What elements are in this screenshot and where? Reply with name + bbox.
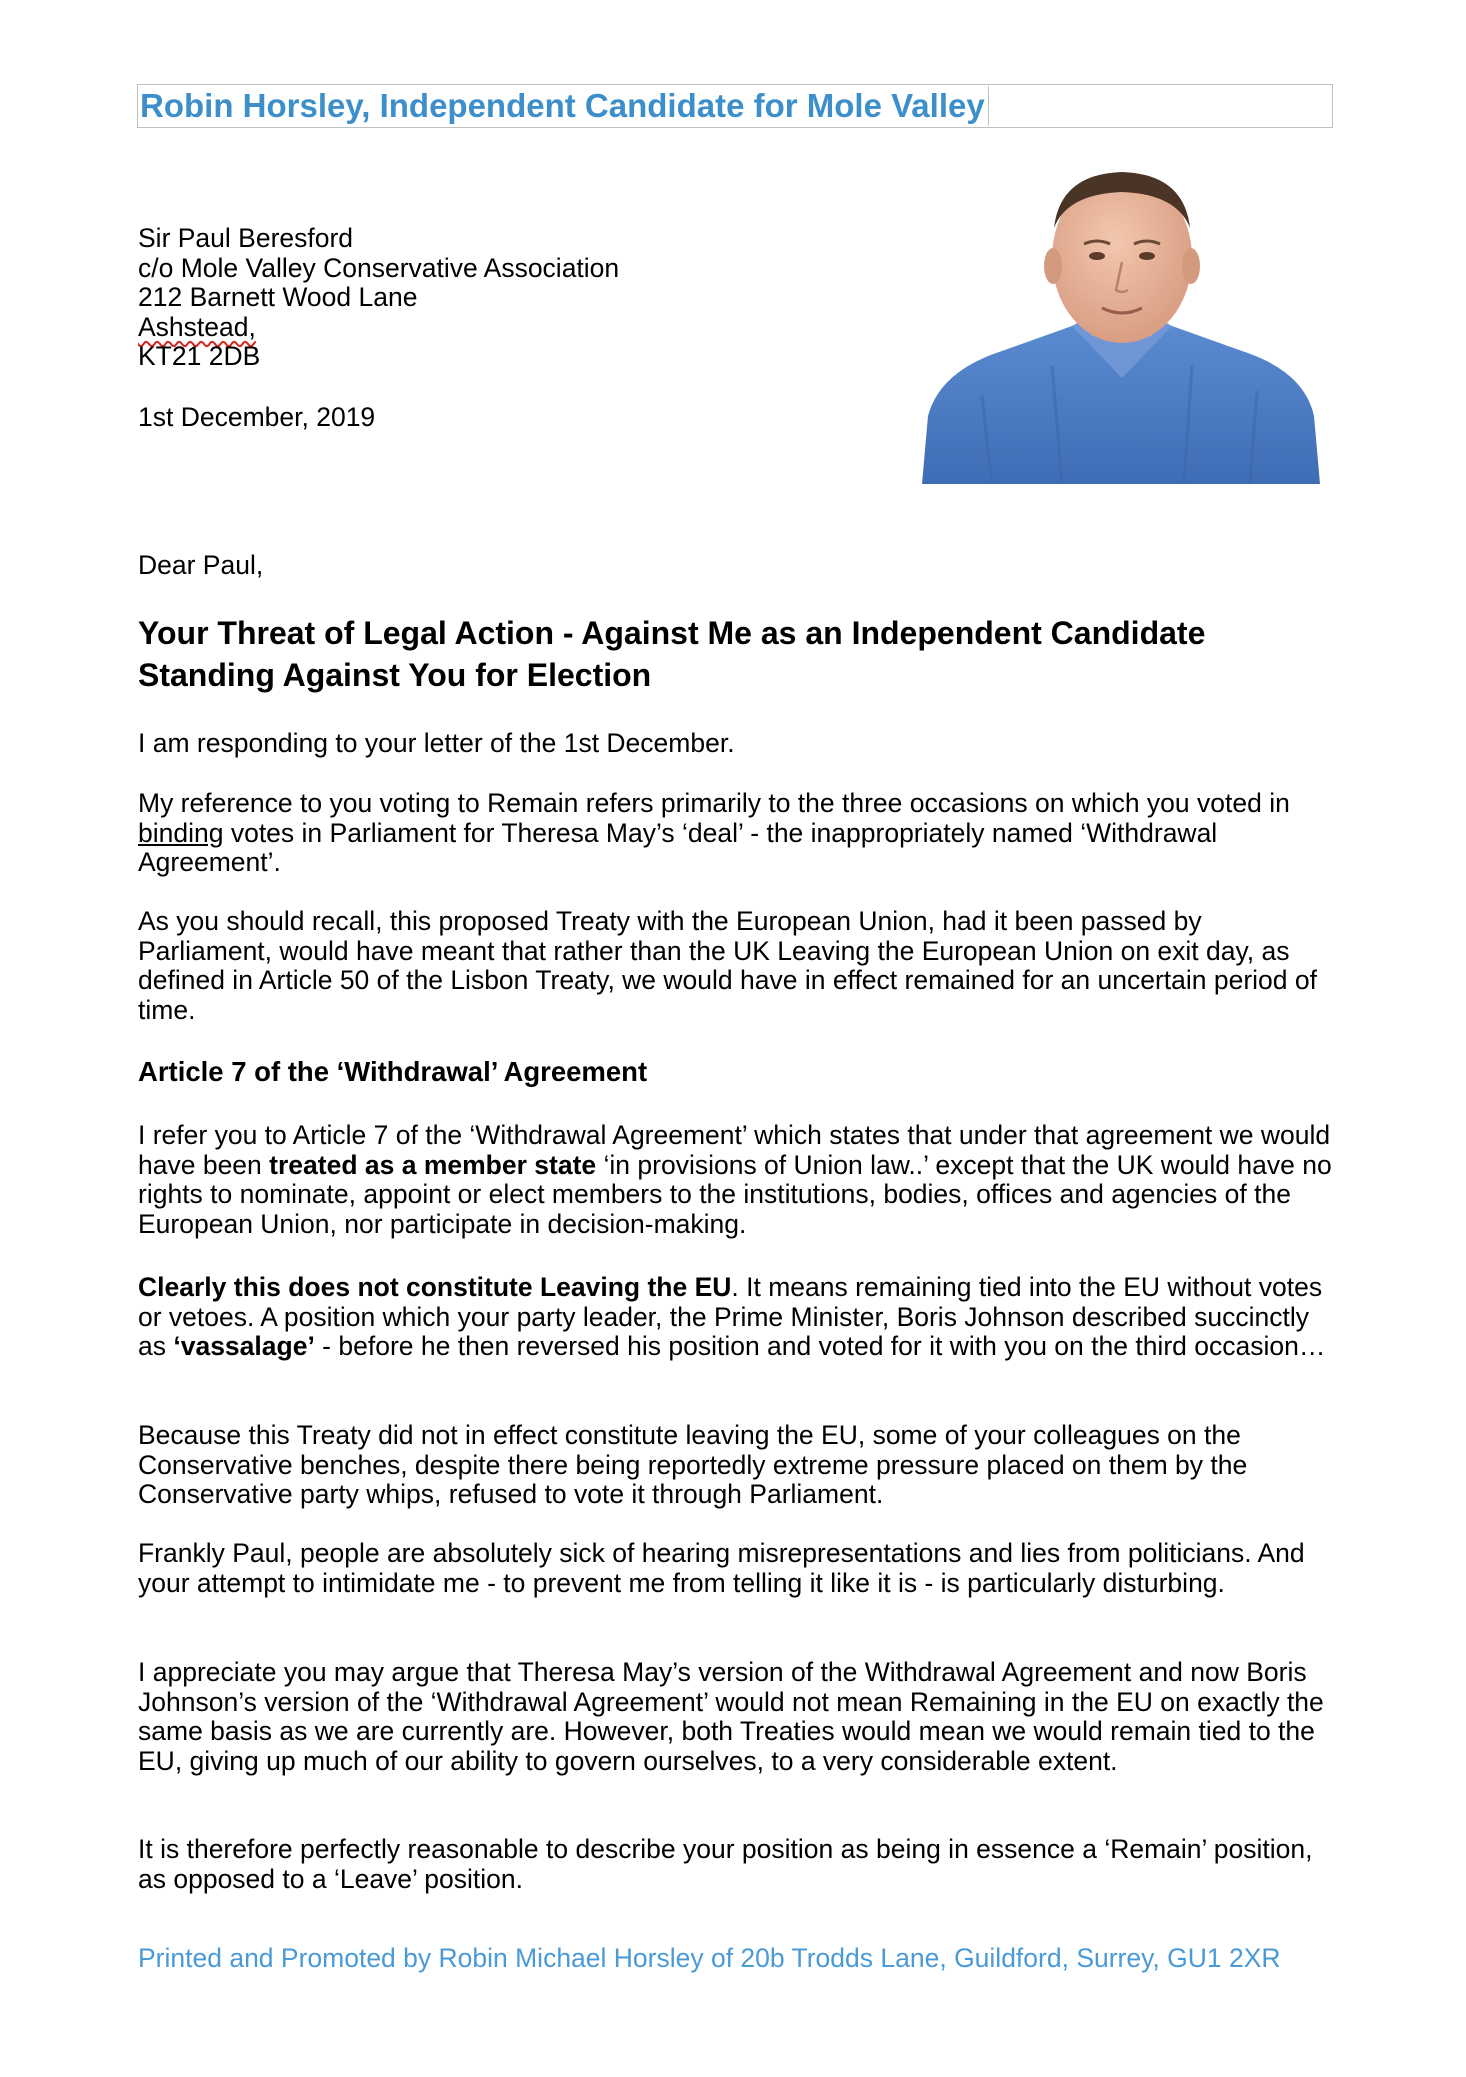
- paragraph-3: As you should recall, this proposed Treaty with the European Union, had it been passed by Parliament, would have meant that rather than the UK Leaving the European Union on exit day, as defined in Article 50 of the Lisbon Treaty, we would have in effect remained for an uncertain period of time.: [138, 906, 1317, 1025]
- member-state-phrase: treated as a member state: [269, 1149, 597, 1180]
- paragraph-2-part-c: votes in Parliament for Theresa May’s ‘deal’ - the inappropriately named ‘Withdrawal Agreement’.: [138, 817, 1218, 877]
- recipient-name: Sir Paul Beresford: [138, 223, 354, 253]
- recipient-org: c/o Mole Valley Conservative Association: [138, 252, 620, 283]
- recipient-town: Ashstead,: [138, 311, 256, 342]
- vassalage-word: ‘vassalage’: [173, 1331, 315, 1361]
- footer-imprint: Printed and Promoted by Robin Michael Horsley of 20b Trodds Lane, Guildford, Surrey, GU1 2XR: [138, 1943, 1281, 1973]
- article-7-heading: Article 7 of the ‘Withdrawal’ Agreement: [138, 1056, 648, 1087]
- recipient-street: 212 Barnett Wood Lane: [138, 282, 418, 312]
- binding-word: binding: [138, 817, 224, 848]
- paragraph-4-part-c: ‘in provisions of Union law..’ except that the UK would have no rights to nominate, appoint or elect members to the institutions, bodies, offices and agencies of the European Union, nor participate in decision-making.: [138, 1149, 1332, 1239]
- recipient-postcode: KT21 2DB: [138, 341, 261, 371]
- paragraph-2-part-a: My reference to you voting to Remain refers primarily to the three occasions on which you voted in: [138, 788, 1290, 818]
- paragraph-2: [138, 789, 1338, 878]
- recipient-address: [138, 224, 619, 372]
- header-title: Robin Horsley, Independent Candidate for Mole Valley: [137, 86, 989, 126]
- paragraph-4: [138, 1121, 1338, 1239]
- letter-subject: Your Threat of Legal Action - Against Me as an Independent Candidate Standing Against You for Election: [138, 615, 1206, 693]
- portrait-photo-icon: [922, 166, 1320, 484]
- paragraph-1: I am responding to your letter of the 1st December.: [138, 728, 735, 758]
- paragraph-8: I appreciate you may argue that Theresa May’s version of the Withdrawal Agreement and now Boris Johnson’s version of the ‘Withdrawal Agreement’ would not mean Remaining in the EU on exactly the same basis as we are currently are. However, both Treaties would mean we would remain tied to the EU, giving up much of our ability to govern ourselves, to a very considerable extent.: [138, 1657, 1324, 1776]
- paragraph-4-part-a: I refer you to Article 7 of the ‘Withdrawal Agreement’ which states that under that agreement we would have been: [138, 1120, 1331, 1180]
- letter-date: 1st December, 2019: [138, 402, 376, 432]
- paragraph-7: Frankly Paul, people are absolutely sick of hearing misrepresentations and lies from politicians. And your attempt to intimidate me - to prevent me from telling it like it is - is particularly disturbing.: [138, 1538, 1305, 1598]
- paragraph-6: Because this Treaty did not in effect constitute leaving the EU, some of your colleagues on the Conservative benches, despite there being reportedly extreme pressure placed on them by the Conservative party whips, refused to vote it through Parliament.: [138, 1420, 1248, 1509]
- paragraph-5-part-d: - before he then reversed his position and voted for it with you on the third occasion…: [314, 1331, 1326, 1361]
- salutation: Dear Paul,: [138, 550, 264, 580]
- paragraph-5-part-b: . It means remaining tied into the EU without votes or vetoes. A position which your party leader, the Prime Minister, Boris Johnson described succinctly as: [138, 1272, 1323, 1361]
- clearly-phrase: Clearly this does not constitute Leaving the EU: [138, 1272, 732, 1302]
- paragraph-9: It is therefore perfectly reasonable to describe your position as being in essence a ‘Remain’ position, as opposed to a ‘Leave’ position.: [138, 1834, 1313, 1894]
- paragraph-5: [138, 1273, 1338, 1362]
